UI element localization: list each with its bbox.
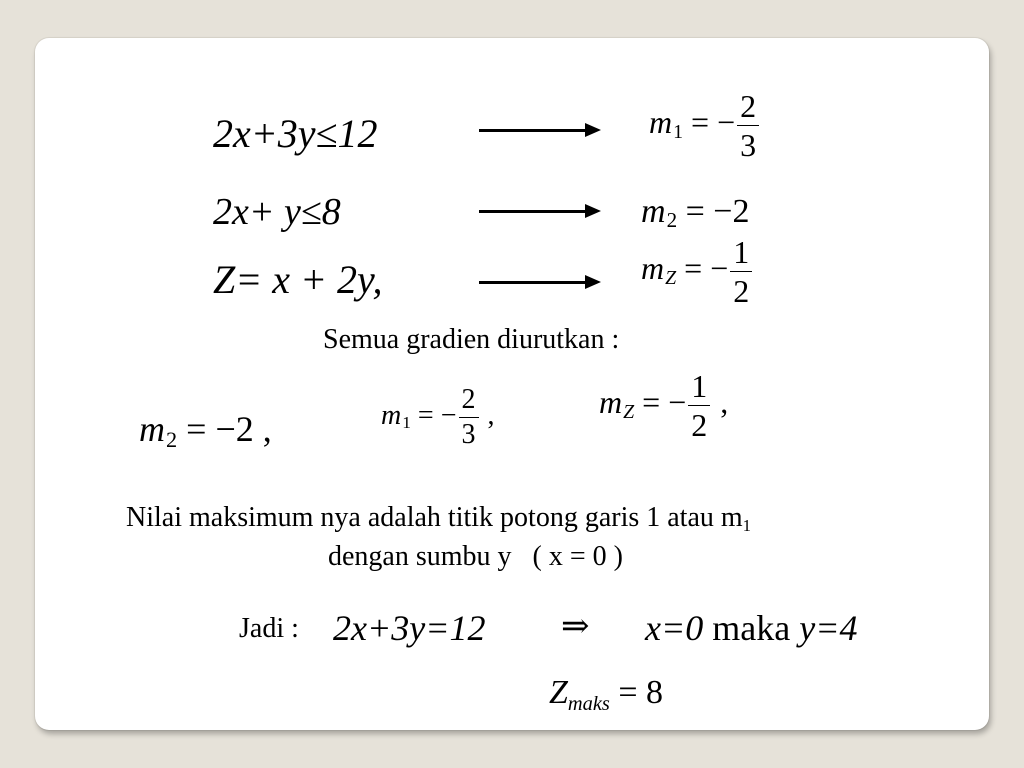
gradient-m1: m1 = − $\frac{2}{3}$ (649, 90, 761, 161)
gradient-m2: m2 = −2 (641, 193, 750, 233)
z-max: $Z_{maks} = 8$ (549, 674, 664, 716)
sorted-m1: m1 = − $\frac{2}{3}$ , (381, 384, 495, 450)
jadi-equation: 2x+3y=12 (333, 608, 486, 648)
constraint-1: 2x+3y≤12 (213, 111, 378, 156)
sorted-m2: m2 = −2 , (139, 409, 272, 452)
conclusion-line-2: dengan sumbu y ( x = 0 ) (328, 541, 623, 572)
arrow-3 (479, 272, 601, 292)
arrow-2 (479, 201, 601, 221)
gradient-mz: mZ = − $\frac{1}{2}$ (641, 236, 754, 307)
objective-function: Z= x + 2y, (213, 257, 383, 302)
arrow-1 (479, 120, 601, 140)
constraint-2: 2x+ y≤8 (213, 191, 341, 233)
conclusion-line-1: Nilai maksimum nya adalah titik potong garis 1 atau m1 (126, 502, 752, 536)
jadi-result: x=0 maka y=4 (645, 608, 858, 648)
jadi-label: Jadi : (239, 613, 299, 644)
slide (35, 38, 989, 730)
implies-icon: ⇒ (561, 608, 590, 645)
sorted-mz: mZ = − $\frac{1}{2}$ , (599, 368, 729, 443)
sorted-caption: Semua gradien diurutkan : (323, 324, 620, 355)
